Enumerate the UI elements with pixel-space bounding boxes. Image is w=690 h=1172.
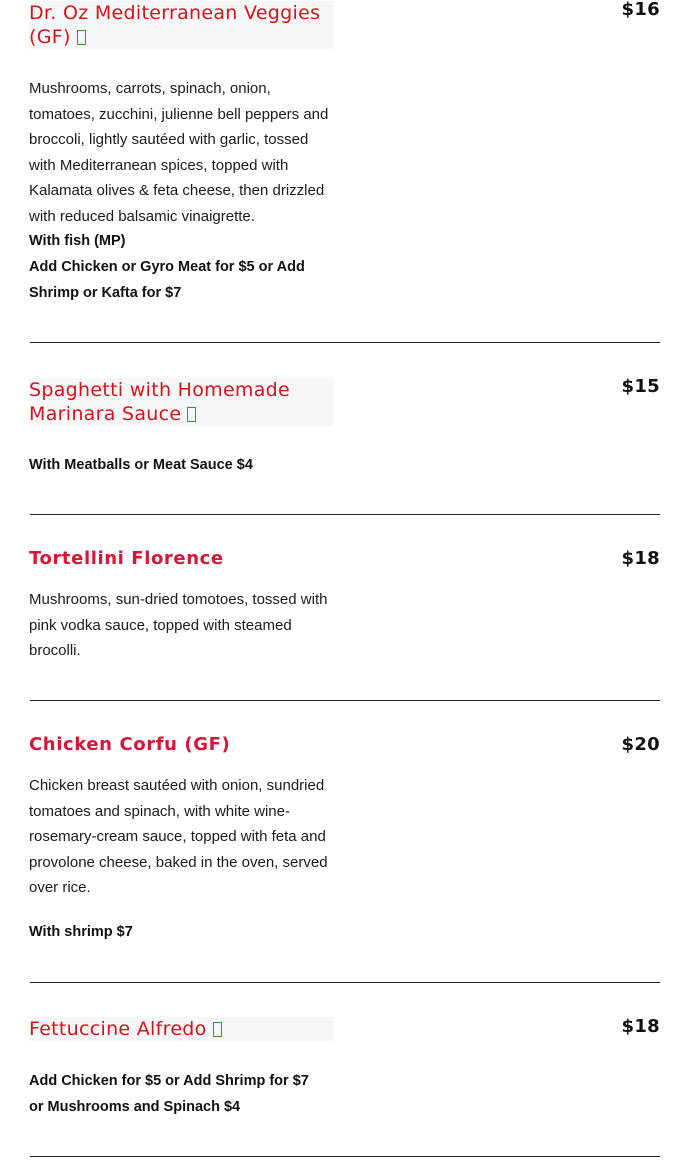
menu-item-title: [29, 1, 334, 49]
menu-item-title: Chicken Corfu (GF): [29, 734, 231, 755]
menu-item-note-fish: With fish (MP): [29, 233, 126, 249]
menu-item-title: [29, 1017, 334, 1041]
menu-item-price: $16: [621, 0, 660, 20]
menu-divider: [30, 342, 660, 343]
menu-divider: [30, 514, 660, 515]
menu-item-description: Chicken breast sautéed with onion, sundried tomatoes and spinach, with white wine-rosemary-cream sauce, topped with feta and provolone cheese, baked in the oven, served over rice.: [29, 777, 328, 896]
menu-item-price: $15: [621, 376, 660, 397]
menu-item-title: [29, 378, 334, 426]
menu-item-title: Tortellini Florence: [29, 548, 224, 569]
menu-item-note-addons: Add Chicken or Gyro Meat for $5 or Add Shrimp or Kafta for $7: [29, 259, 305, 301]
vegetarian-icon: [213, 1022, 222, 1037]
menu-divider: [30, 1156, 660, 1157]
menu-item-note-addons: Add Chicken for $5 or Add Shrimp for $7 or Mushrooms and Spinach $4: [29, 1073, 309, 1115]
vegetarian-icon: [77, 30, 86, 45]
menu-item-description: Mushrooms, carrots, spinach, onion, tomatoes, zucchini, julienne bell peppers and broccoli, lightly sautéed with garlic, tossed with Mediterranean spices, topped with Kalamata olives & feta cheese, then drizzled with reduced balsamic vinaigrette.: [29, 80, 329, 225]
menu-item-title-text: Fettuccine Alfredo: [29, 1018, 207, 1040]
menu-item-title-text: Dr. Oz Mediterranean Veggies (GF): [29, 2, 321, 48]
menu-item-note-meatballs: With Meatballs or Meat Sauce $4: [29, 457, 253, 473]
menu-item-price: $20: [621, 734, 660, 755]
menu-item-note-shrimp: With shrimp $7: [29, 924, 133, 940]
menu-divider: [30, 700, 660, 701]
vegetarian-icon: [187, 407, 196, 422]
menu-item-price: $18: [621, 1016, 660, 1037]
menu-item-title-text: Spaghetti with Homemade Marinara Sauce: [29, 379, 291, 425]
menu-divider: [30, 982, 660, 983]
menu-item-price: $18: [621, 548, 660, 569]
menu-item-description: Mushrooms, sun-dried tomotoes, tossed with pink vodka sauce, topped with steamed brocolli.: [29, 591, 328, 659]
